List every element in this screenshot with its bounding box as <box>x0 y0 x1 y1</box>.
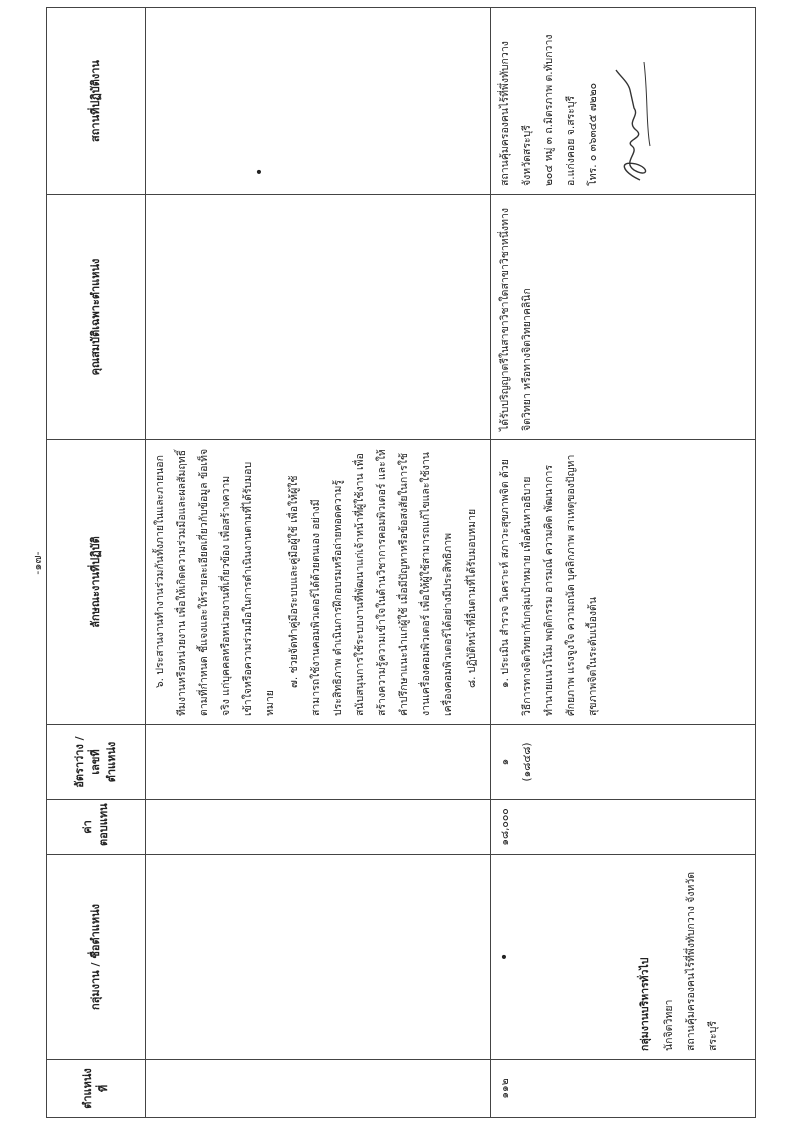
cell-duties <box>491 440 756 725</box>
duty-item: ๘. ปฏิบัติหน้าที่อื่นตามที่ได้รับมอบหมาย <box>466 508 478 688</box>
group-title: กลุ่มงานบริหารทั่วไป <box>639 957 651 1051</box>
cell-empty <box>146 725 491 800</box>
header-group-position: กลุ่มงาน / ชื่อตำแหน่ง <box>47 855 146 1060</box>
cell-rate <box>491 725 756 800</box>
header-rate: อัตราว่าง / เลขที่ ตำแหน่ง <box>47 725 146 800</box>
workplace-line: อ.แก่งคอย จ.สระบุรี <box>565 95 577 186</box>
table-row <box>491 8 756 1118</box>
cell-qualifications: ได้รับปริญญาตรีในสาขาวิชาใดสาขาวิชาหนึ่งทางจิตวิทยา หรือทางจิตวิทยาคลินิก <box>491 195 756 440</box>
cell-empty <box>146 855 491 1060</box>
workplace-line: ๒๐๔ หมู่ ๓ ถ.มิตรภาพ ต.ทับกวาง <box>543 34 555 186</box>
position-unit: สถานคุ้มครองคนไร้ที่พึ่งทับกวาง จังหวัดสระบุรี <box>685 871 719 1051</box>
header-qualifications: คุณสมบัติเฉพาะตำแหน่ง <box>47 195 146 440</box>
duty-item: ๖. ประสานงานทำงานร่วมกันทั้งภายในและภายนอกทีมงานหรือหน่วยงาน เพื่อให้เกิดความร่วมมือและผลสัมฤทธิ์ตามที่กำหนด ชี้แจงและให้รายละเอียดเกี่ยวกับข้อมูล ข้อเท็จจริง แก่บุคคลหรือหน่วยงานที่เกี่ยวข้อง เพื่อสร้างความเข้าใจหรือความร่วมมือในการดำเนินงานตามที่ได้รับมอบหมาย <box>154 448 276 716</box>
table-header-row <box>47 8 146 1118</box>
position-table <box>46 7 756 1118</box>
rate-number: (๑๘๔๘) <box>521 742 533 782</box>
duty-item: ๗. ช่วยจัดทำคู่มือระบบและคู่มือผู้ใช้ เพื่อให้ผู้ใช้สามารถใช้งานคอมพิวเตอร์ได้ด้วยตนเอง อย่างมีประสิทธิภาพ ดำเนินการฝึกอบรมหรือถ่ายทอดความรู้สนับสนุนการใช้ระบบงานที่พัฒนาแก่เจ้าหน้าที่ผู้ใช้งาน เพื่อสร้างความรู้ความเข้าใจในด้านวิชาการคอมพิวเตอร์ และให้คำปรึกษาแนะนำแก่ผู้ใช้ เมื่อมีปัญหาหรือข้อสงสัยในการใช้งานเครื่องคอมพิวเตอร์ เพื่อให้ผู้ใช้สามารถแก้ไขและใช้งานเครื่องคอมพิวเตอร์ได้อย่างมีประสิทธิภาพ <box>288 449 454 716</box>
cell-group-position <box>491 855 756 1060</box>
rate-count: ๑ <box>499 758 511 766</box>
cell-wage: ๑๘,๐๐๐ <box>491 800 756 855</box>
position-name: นักจิตวิทยา <box>663 999 675 1051</box>
continuation-row <box>146 8 491 1118</box>
cell-empty <box>146 800 491 855</box>
cell-continuation-workplace <box>146 8 491 195</box>
cell-continuation-duties <box>146 440 491 725</box>
header-wage: ค่า ตอบแทน <box>47 800 146 855</box>
stray-mark: • <box>252 167 268 176</box>
header-position-no: ตำแหน่ง ที่ <box>47 1060 146 1118</box>
cell-empty <box>146 195 491 440</box>
rotated-table-sheet <box>31 8 756 1118</box>
workplace-line: สถานคุ้มครองคนไร้ที่พึ่งทับกวาง <box>499 41 511 186</box>
workplace-line: จังหวัดสระบุรี <box>521 125 533 186</box>
header-workplace: สถานที่ปฏิบัติงาน <box>47 8 146 195</box>
header-duties: ลักษณะงานที่ปฏิบัติ <box>47 440 146 725</box>
handwritten-signature <box>610 16 666 186</box>
stray-mark: • <box>497 952 513 961</box>
duty-item: ๑. ประเมิน สำรวจ วิเคราะห์ สภาวะสุขภาพจิต ด้วยวิธีการทางจิตวิทยากับกลุ่มเป้าหมาย เพื่อค้นหาอธิบาย ทำนายแนวโน้ม พฤติกรรม อารมณ์ ความคิด พัฒนาการ ศักยภาพ แรงจูงใจ ความถนัด บุคลิกภาพ สาเหตุของปัญหาสุขภาพจิตในระดับเบื้องต้น <box>499 454 599 716</box>
cell-position-no: ๑๑๒ <box>491 1060 756 1118</box>
page-number: -๑๗- <box>31 551 44 575</box>
cell-empty <box>146 1060 491 1118</box>
cell-workplace <box>491 8 756 195</box>
workplace-line: โทร. ๐ ๓๖๓๔๕ ๗๒๒๐ <box>587 82 599 186</box>
